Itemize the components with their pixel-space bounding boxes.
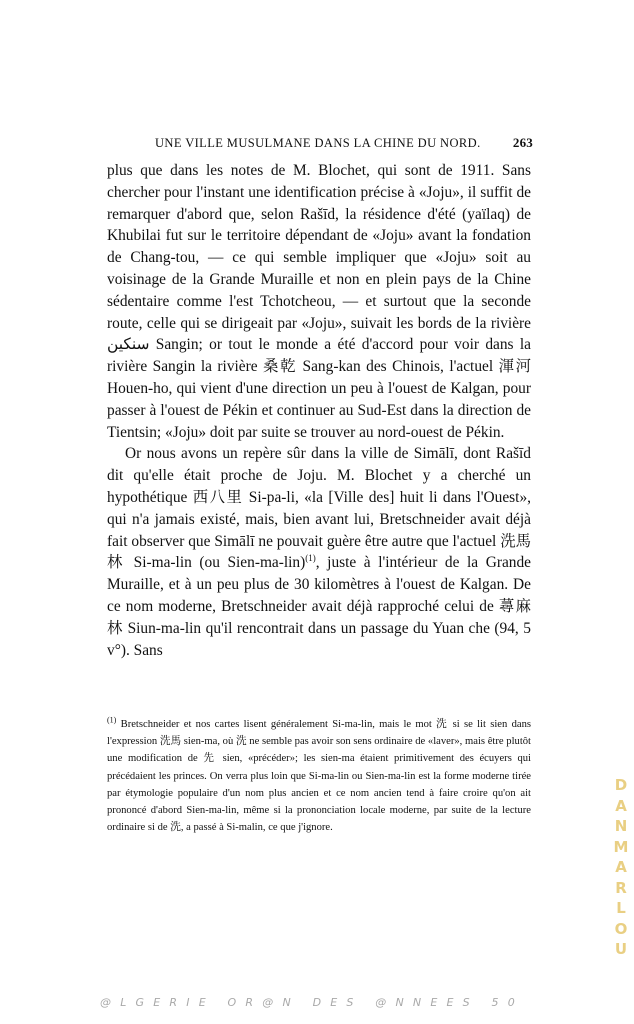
vertical-watermark-stamp bbox=[610, 775, 632, 960]
paragraph-2-continuation: , juste à l'intérieur de la Grande Muraille, et à un peu plus de 30 kilomètres à l'ouest de Kalgan. De ce nom moderne, Bretschneider avait déjà rapproché celui de 蕁麻林 Siun-ma-lin qu'il rencontrait dans un passage du Yuan che (94, 5 v°). Sans bbox=[107, 554, 531, 659]
stamp-letter: A bbox=[615, 858, 627, 876]
footnote-marker: (1) bbox=[107, 715, 117, 725]
stamp-letter: U bbox=[614, 940, 628, 958]
footer-watermark: @LGERIE OR@N DES @NNEES 50 bbox=[100, 996, 524, 1009]
footnote bbox=[107, 716, 531, 836]
paragraph-1: plus que dans les notes de M. Blochet, qui sont de 1911. Sans chercher pour l'instant une identification précise à «Joju», il suffit de remarquer d'abord que, selon Rašīd, la résidence d'été (yaïlaq) de Khubilai fut sur le territoire dépendant de «Joju» avant la fondation de Chang-tou, — ce qui semble impliquer que «Joju» soit au voisinage de la Grande Muraille et non en plein pays de la Chine sédentaire comme l'est Tchotcheou, — et surtout que la seconde route, celle qui se dirigeait par «Joju», suivait les bords de la rivière سنكين Sangin; or tout le monde a été d'accord pour voir dans la rivière Sangin la rivière 桑乾 Sang-kan des Chinois, l'actuel 渾河 Houen-ho, qui vient d'une direction un peu à l'ouest de Kalgan, pour passer à l'ouest de Pékin et continuer au Sud-Est dans la direction de Tientsin; «Joju» doit par suite se trouver au nord-ouest de Pékin. bbox=[107, 162, 531, 441]
footnote-reference: (1) bbox=[305, 553, 316, 564]
stamp-letter: O bbox=[614, 919, 628, 938]
main-text bbox=[107, 160, 531, 661]
stamp-letter: M bbox=[613, 837, 629, 856]
stamp-letter: D bbox=[614, 776, 628, 794]
paragraph-2-text: Or nous avons un repère sûr dans la ville de Simālī, dont Rašīd dit qu'elle était proche de Joju. M. Blochet y a cherché un hypothétique 西八里 Si-pa-li, «la [Ville des] huit li dans l'Ouest», qui n'a jamais existé, mais, bien avant lui, Bretschneider avait déjà fait observer que Simālī ne pouvait guère être autre que l'actuel 洗馬林 Si-ma-lin (ou Sien-ma-lin) bbox=[107, 445, 531, 572]
paragraph-2 bbox=[107, 443, 531, 661]
stamp-letter: L bbox=[616, 899, 626, 917]
page-number: 263 bbox=[512, 135, 533, 150]
footnote-text: Bretschneider et nos cartes lisent généralement Si-ma-lin, mais le mot 洗 si se lit sien dans l'expression 洗馬 sien-ma, où 洗 ne semble pas avoir son sens ordinaire de «laver», mais être plutôt une modification de 先 sien, «précéder»; les sien-ma étaient primitivement des écuyers qui précédaient les princes. On verra plus loin que Si-ma-lin ou Sien-ma-lin est la forme moderne tirée par étymologie populaire d'un nom plus ancien et ce nom ancien tend à faire croire qu'on ait prononcé d'abord Sien-ma-lin, même si la prononciation locale moderne, par suite de la lecture ordinaire si de 洗, a passé à Si-malin, ce que j'ignore. bbox=[107, 719, 531, 834]
stamp-letter: N bbox=[614, 817, 628, 835]
stamp-letter: A bbox=[615, 796, 627, 815]
page-header bbox=[155, 135, 533, 151]
stamp-letter: R bbox=[615, 878, 627, 897]
running-title: UNE VILLE MUSULMANE DANS LA CHINE DU NORD. bbox=[155, 136, 481, 150]
